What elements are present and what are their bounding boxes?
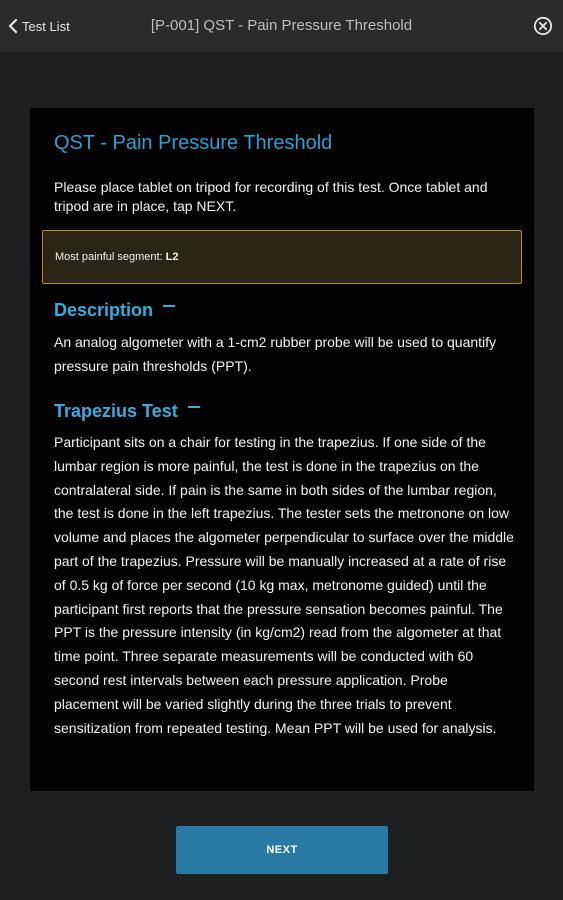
back-label: Test List xyxy=(22,18,70,34)
page-title: [P-001] QST - Pain Pressure Threshold xyxy=(150,17,413,34)
trapezius-test-text: Participant sits on a chair for testing in the trapezius. If one side of the lumbar region is more painful, the test is done in the trapezius on the contralateral side. If pain is the same in both sides of the lumbar region, the test is done in the left trapezius. The tester sets the metronone on low volume and places the algometer perpendicular to surface over the middle part of the trapezius. Pressure will be manually increased at a rate of rise of 0.5 kg of force per second (10 kg max, metronome guided) until the participant first reports that the pressure sensation becomes painful. The PPT is the pressure intensity (in kg/cm2) read from the algometer at that time point. Three separate measurements will be conducted with 60 second rest intervals between each pressure application. Probe placement will be varied slightly during the three trials to prevent sensitization from repeated testing. Mean PPT will be used for analysis. xyxy=(54,434,514,736)
collapse-icon xyxy=(163,305,175,307)
section-header-description[interactable] xyxy=(54,300,175,321)
notice-text xyxy=(55,251,179,263)
chevron-left-icon xyxy=(8,18,18,34)
painful-segment-notice xyxy=(42,230,522,284)
collapse-icon xyxy=(188,406,200,408)
description-text: An analog algometer with a 1-cm2 rubber probe will be used to quantify pressure pain thresholds (PPT). xyxy=(54,334,497,374)
next-button[interactable] xyxy=(176,826,388,874)
intro-text: Please place tablet on tripod for recording of this test. Once tablet and tripod are in place, tap NEXT. xyxy=(54,179,488,214)
close-circle-icon xyxy=(533,16,553,36)
notice-label: Most painful segment: xyxy=(55,251,166,263)
section-heading: Description xyxy=(54,300,154,320)
section-heading: Trapezius Test xyxy=(54,401,178,421)
top-bar xyxy=(0,0,563,52)
test-card xyxy=(30,108,534,791)
back-button[interactable] xyxy=(8,17,70,35)
next-label: NEXT xyxy=(266,844,298,856)
card-title: QST - Pain Pressure Threshold xyxy=(54,132,333,154)
notice-value: L2 xyxy=(165,251,179,263)
section-header-trapezius-test[interactable] xyxy=(54,401,200,422)
close-button[interactable] xyxy=(533,16,553,36)
